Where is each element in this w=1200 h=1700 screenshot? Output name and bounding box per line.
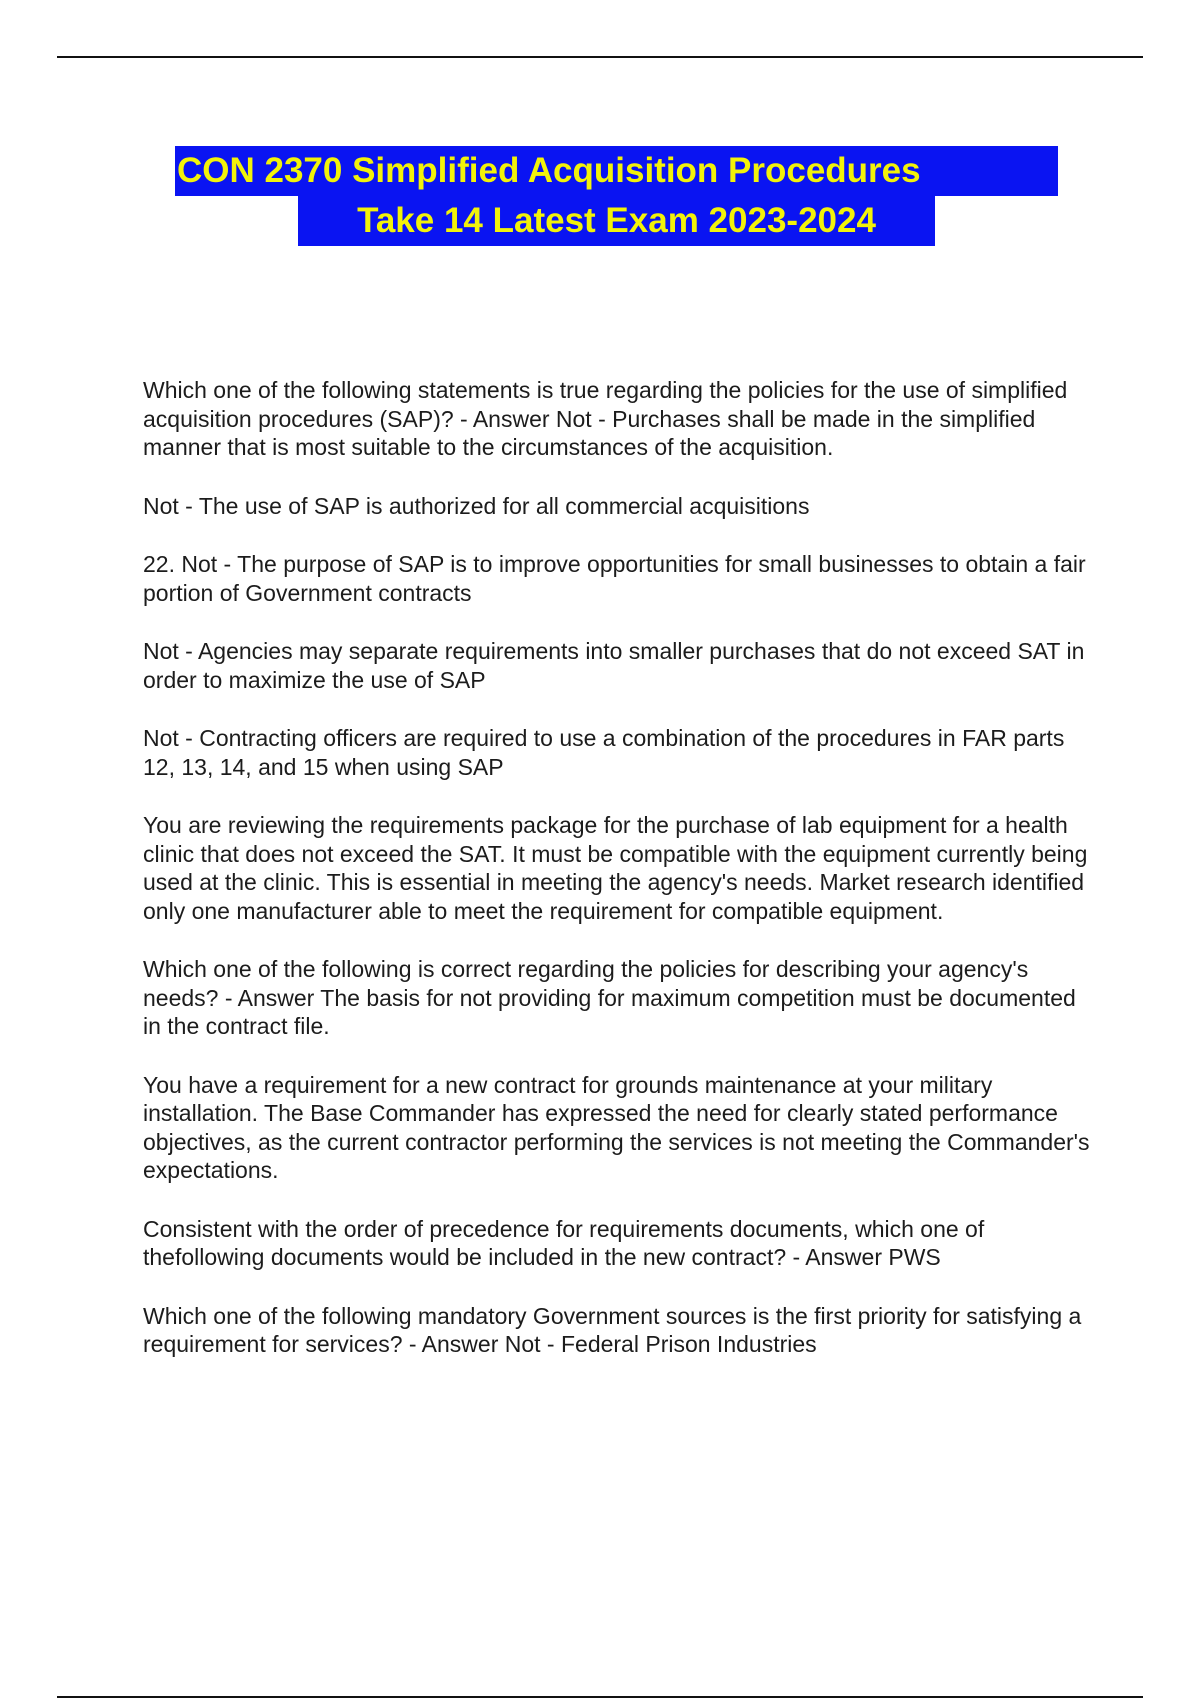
title-line-1: CON 2370 Simplified Acquisition Procedures [175, 146, 1058, 196]
paragraph-3: 22. Not - The purpose of SAP is to improve opportunities for small businesses to obtain a fair portion of Government contracts [143, 551, 1086, 606]
paragraph-1: Which one of the following statements is true regarding the policies for the use of simplified acquisition procedures (SAP)? - Answer Not - Purchases shall be made in the simplified manner that is most suitable to the circumstances of the acquisition. [143, 377, 1068, 460]
paragraph-2: Not - The use of SAP is authorized for all commercial acquisitions [143, 492, 810, 519]
paragraph-4: Not - Agencies may separate requirements into smaller purchases that do not exceed SAT in order to maximize the use of SAP [143, 638, 1085, 693]
bottom-rule [57, 1696, 1143, 1698]
paragraph-6: You are reviewing the requirements package for the purchase of lab equipment for a health clinic that does not exceed the SAT. It must be compatible with the equipment currently being used at the clinic. This is essential in meeting the agency's needs. Market research identified only one manufacturer able to meet the requirement for compatible equipment. [143, 812, 1088, 924]
top-rule [57, 56, 1143, 58]
paragraph-9: Consistent with the order of precedence for requirements documents, which one of thefollowing documents would be included in the new contract? - Answer PWS [143, 1215, 985, 1270]
paragraph-8: You have a requirement for a new contract for grounds maintenance at your military installation. The Base Commander has expressed the need for clearly stated performance objectives, as the current contractor performing the services is not meeting the Commander's expectations. [143, 1071, 1090, 1183]
paragraph-7: Which one of the following is correct regarding the policies for describing your agency's needs? - Answer The basis for not providing for maximum competition must be documented in the contract file. [143, 956, 1076, 1039]
document-body [143, 376, 1098, 1389]
title-line-2: Take 14 Latest Exam 2023-2024 [298, 196, 935, 246]
paragraph-5: Not - Contracting officers are required to use a combination of the procedures in FAR parts 12, 13, 14, and 15 when using SAP [143, 725, 1065, 780]
paragraph-10: Which one of the following mandatory Government sources is the first priority for satisfying a requirement for services? - Answer Not - Federal Prison Industries [143, 1302, 1082, 1357]
